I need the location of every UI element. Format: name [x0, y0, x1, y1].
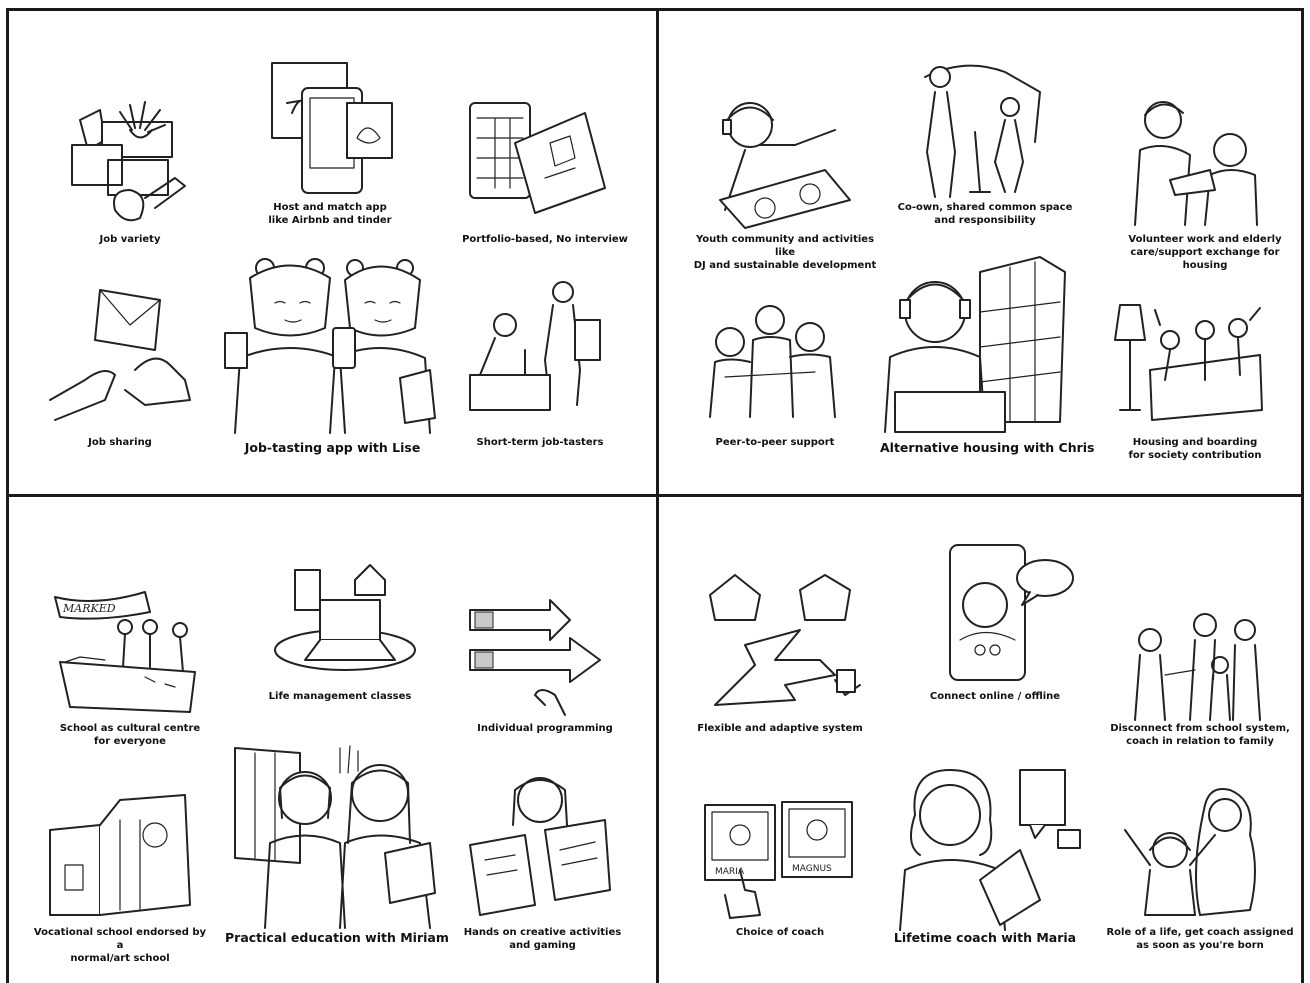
label-volunteer: Volunteer work and elderly care/support exchange for housing	[1128, 234, 1282, 271]
arrows-icon	[465, 600, 610, 720]
phone-app-icon	[262, 58, 402, 198]
sofa-icon	[1110, 300, 1265, 425]
label-individual-programming: Individual programming	[477, 723, 613, 734]
label-job-variety: Job variety	[99, 234, 161, 245]
label-vocational-school: Vocational school endorsed by a normal/art school	[33, 927, 207, 964]
label-flexible-system: Flexible and adaptive system	[697, 723, 863, 734]
workers-icon	[465, 280, 615, 420]
market-icon	[45, 582, 205, 717]
label-short-term: Short-term job-tasters	[476, 437, 604, 448]
chris-character-illustration	[880, 252, 1080, 432]
label-portfolio: Portfolio-based, No interview	[462, 234, 628, 245]
panel-title-miriam: Practical education with Miriam	[225, 930, 449, 945]
label-disconnect: Disconnect from school system, coach in relation to family	[1110, 723, 1290, 747]
label-youth-community: Youth community and activities like DJ and sustainable development	[693, 234, 877, 271]
parent-child-icon	[1120, 780, 1270, 920]
market-banner-text: MARKED	[63, 602, 116, 615]
label-life-management: Life management classes	[268, 691, 412, 702]
family-icon	[1125, 610, 1265, 725]
label-housing-boarding: Housing and boarding for society contribution	[1128, 437, 1262, 461]
reading-icon	[465, 770, 615, 920]
portfolio-icon	[465, 98, 615, 218]
lise-characters-illustration	[215, 258, 440, 433]
label-peer-support: Peer-to-peer support	[715, 437, 835, 448]
panel-title-chris: Alternative housing with Chris	[880, 440, 1095, 455]
label-job-sharing: Job sharing	[88, 437, 152, 448]
miriam-characters-illustration	[230, 743, 445, 928]
label-choice-of-coach: Choice of coach	[735, 927, 825, 938]
center-divider-horizontal	[6, 494, 1304, 497]
elderly-care-icon	[1125, 95, 1265, 230]
label-connect: Connect online / offline	[929, 691, 1061, 702]
label-host-match-app: Host and match app like Airbnb and tinder	[268, 202, 392, 226]
job-variety-icon	[60, 90, 200, 230]
label-hands-on: Hands on creative activities and gaming	[463, 927, 622, 951]
video-call-icon	[940, 540, 1080, 685]
maria-character-illustration	[890, 760, 1090, 930]
shared-space-icon	[915, 52, 1055, 197]
school-building-icon	[45, 790, 195, 920]
coach-card-name-1: MARIA	[715, 867, 744, 877]
outer-border-top	[6, 8, 1304, 11]
hands-envelope-icon	[45, 280, 195, 425]
label-co-own: Co-own, shared common space and responsibility	[897, 202, 1073, 226]
coach-cards-icon	[700, 800, 865, 920]
branching-arrows-icon	[705, 570, 865, 715]
label-role-of-life: Role of a life, get coach assigned as soon as you're born	[1106, 927, 1294, 951]
panel-title-maria: Lifetime coach with Maria	[893, 930, 1077, 945]
laptop-table-icon	[265, 560, 425, 685]
dj-icon	[705, 90, 855, 230]
panel-title-lise: Job-tasting app with Lise	[244, 440, 421, 455]
peer-group-icon	[705, 302, 840, 422]
label-cultural-centre: School as cultural centre for everyone	[59, 723, 201, 747]
coach-card-name-2: MAGNUS	[792, 864, 832, 874]
